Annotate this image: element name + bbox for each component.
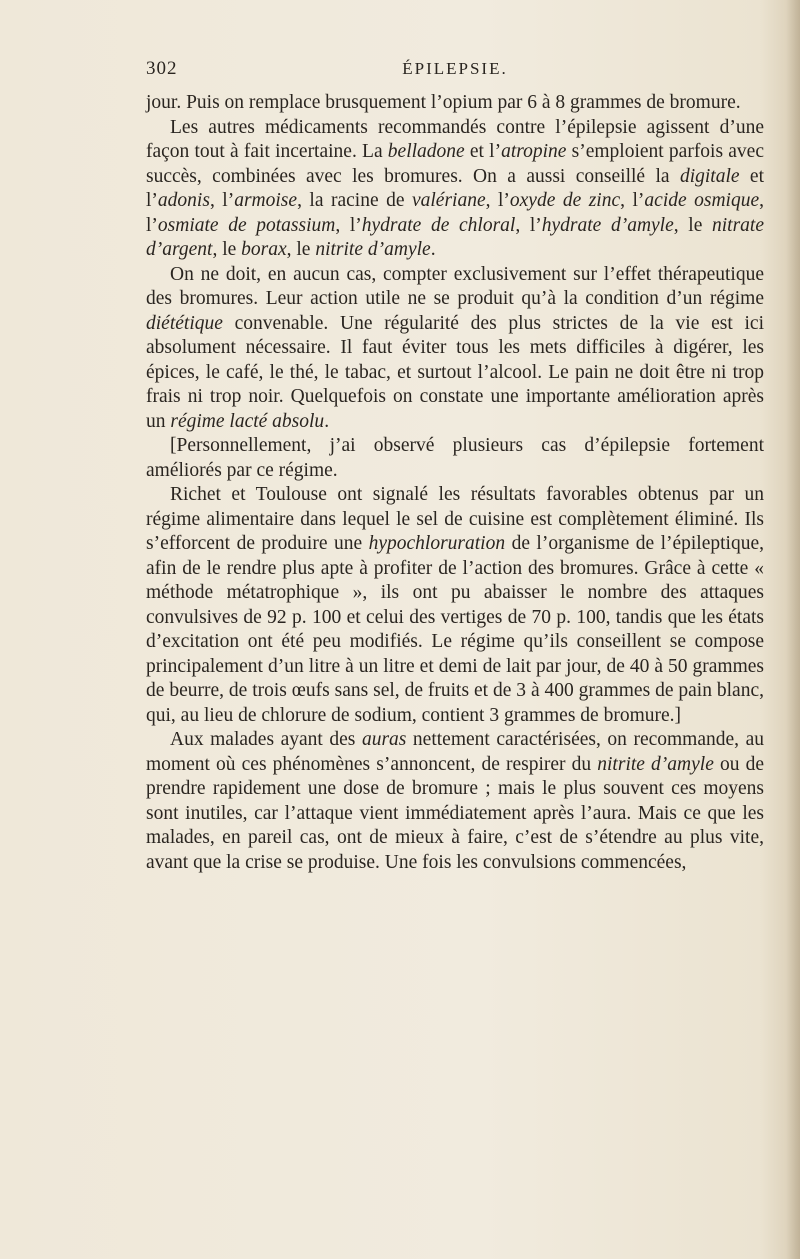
text-run: convenable. Une régularité des plus strictes de la vie est ici absolument nécessaire. Il faut éviter tous les mets difficiles à digérer, les épices, le café, le thé, le tabac, et surtout l’alcool. Le pain ne doit être ni trop frais ni trop noir. Quelquefois on constate une importante amélioration après un [146, 312, 764, 432]
text-run: , l’ [209, 190, 235, 211]
italic-term: atropine [501, 141, 567, 162]
text-run: Richet et Toulouse ont signalé les résultats favorables obtenus par un régime alimentaire dans lequel le sel de cuisine est complètement éliminé. Ils s’efforcent de produire une [146, 484, 764, 554]
italic-term: diététique [146, 312, 223, 334]
paragraph-1 [146, 91, 764, 116]
italic-term: nitrite d’amyle [597, 753, 714, 775]
text-run: ou de prendre rapidement une dose de bromure ; mais le plus souvent ces moyens sont inutiles, car l’attaque vient immédiatement après l’aura. Mais ce que les malades, en pareil cas, ont de mieux à faire, c’est de s’étendre au plus vite, avant que la crise se produise. Une fois les convulsions commencées, [146, 753, 765, 873]
paragraph-5 [146, 483, 764, 728]
text-run: et l’ [146, 165, 764, 211]
text-run: nettement caractérisées, on recommande, au moment où ces phénomènes s’annoncent, de respirer du [146, 729, 764, 775]
italic-term: adonis [157, 190, 210, 211]
italic-term: hypochloruration [368, 533, 506, 554]
italic-term: digitale [679, 165, 740, 187]
text-run: s’emploient parfois avec succès, combinées avec les bromures. On a aussi conseillé la [146, 141, 764, 187]
italic-term: oxyde de zinc [509, 190, 621, 211]
text-run: Aux malades ayant des [170, 729, 362, 750]
text-run: , l’ [515, 214, 542, 236]
paragraph-3 [146, 263, 764, 435]
page-edge-shadow [786, 0, 800, 1259]
running-title: ÉPILEPSIE. [402, 59, 508, 78]
paragraph-2 [146, 116, 764, 263]
text-run: , le [286, 239, 316, 260]
italic-term: borax [241, 239, 287, 260]
text-run: [Personnellement, j’ai observé plusieurs cas d’épilepsie fortement améliorés par ce régime. [146, 435, 764, 481]
italic-term: hydrate de chloral [361, 214, 516, 236]
italic-term: valériane [411, 190, 486, 211]
italic-term: nitrate d’argent [146, 214, 764, 260]
italic-term: armoise [234, 190, 298, 211]
text-run: Les autres médicaments recommandés contre l’épilepsie agissent d’une façon tout à fait incertaine. La [146, 116, 764, 162]
italic-term: belladone [387, 141, 465, 162]
text-run: . [430, 239, 436, 260]
text-run: , le [673, 214, 712, 236]
text-run: , l’ [485, 190, 510, 211]
italic-term: régime lacté absolu [170, 410, 325, 432]
text-run: , l’ [620, 190, 645, 211]
italic-term: nitrite d’amyle [315, 239, 431, 260]
text-run: , la racine de [297, 190, 412, 211]
paragraph-6 [146, 728, 764, 875]
page-header [146, 58, 764, 88]
italic-term: osmiate de potassium [157, 214, 336, 236]
body-text [146, 91, 764, 875]
italic-term: hydrate d’amyle [541, 214, 674, 236]
text-run: , l’ [335, 214, 362, 236]
text-run: , le [212, 239, 242, 260]
text-run: , l’ [146, 190, 764, 236]
text-run: et l’ [464, 141, 502, 162]
text-run: . [324, 410, 330, 432]
text-run: jour. Puis on remplace brusquement l’opium par 6 à 8 grammes de bromure. [146, 92, 741, 113]
text-run: On ne doit, en aucun cas, compter exclusivement sur l’effet thérapeutique des bromures. Leur action utile ne se produit qu’à la condition d’un régime [146, 263, 764, 309]
paragraph-4 [146, 434, 764, 483]
page-number: 302 [146, 58, 178, 79]
italic-term: auras [361, 729, 407, 750]
italic-term: acide osmique [644, 190, 760, 211]
text-run: de l’organisme de l’épileptique, afin de le rendre plus apte à profiter de l’action des bromures. Grâce à cette « méthode métatrophique », ils ont pu abaisser le nombre des attaques convulsives de 92 p. 100 et celui des vertiges de 70 p. 100, tandis que les états d’excitation ont été peu modifiés. Le régime qu’ils conseillent se compose principalement d’un litre à un litre et demi de lait par jour, de 40 à 50 grammes de beurre, de trois œufs sans sel, de fruits et de 3 à 400 grammes de pain blanc, qui, au lieu de chlorure de sodium, contient 3 grammes de bromure.] [146, 533, 764, 726]
